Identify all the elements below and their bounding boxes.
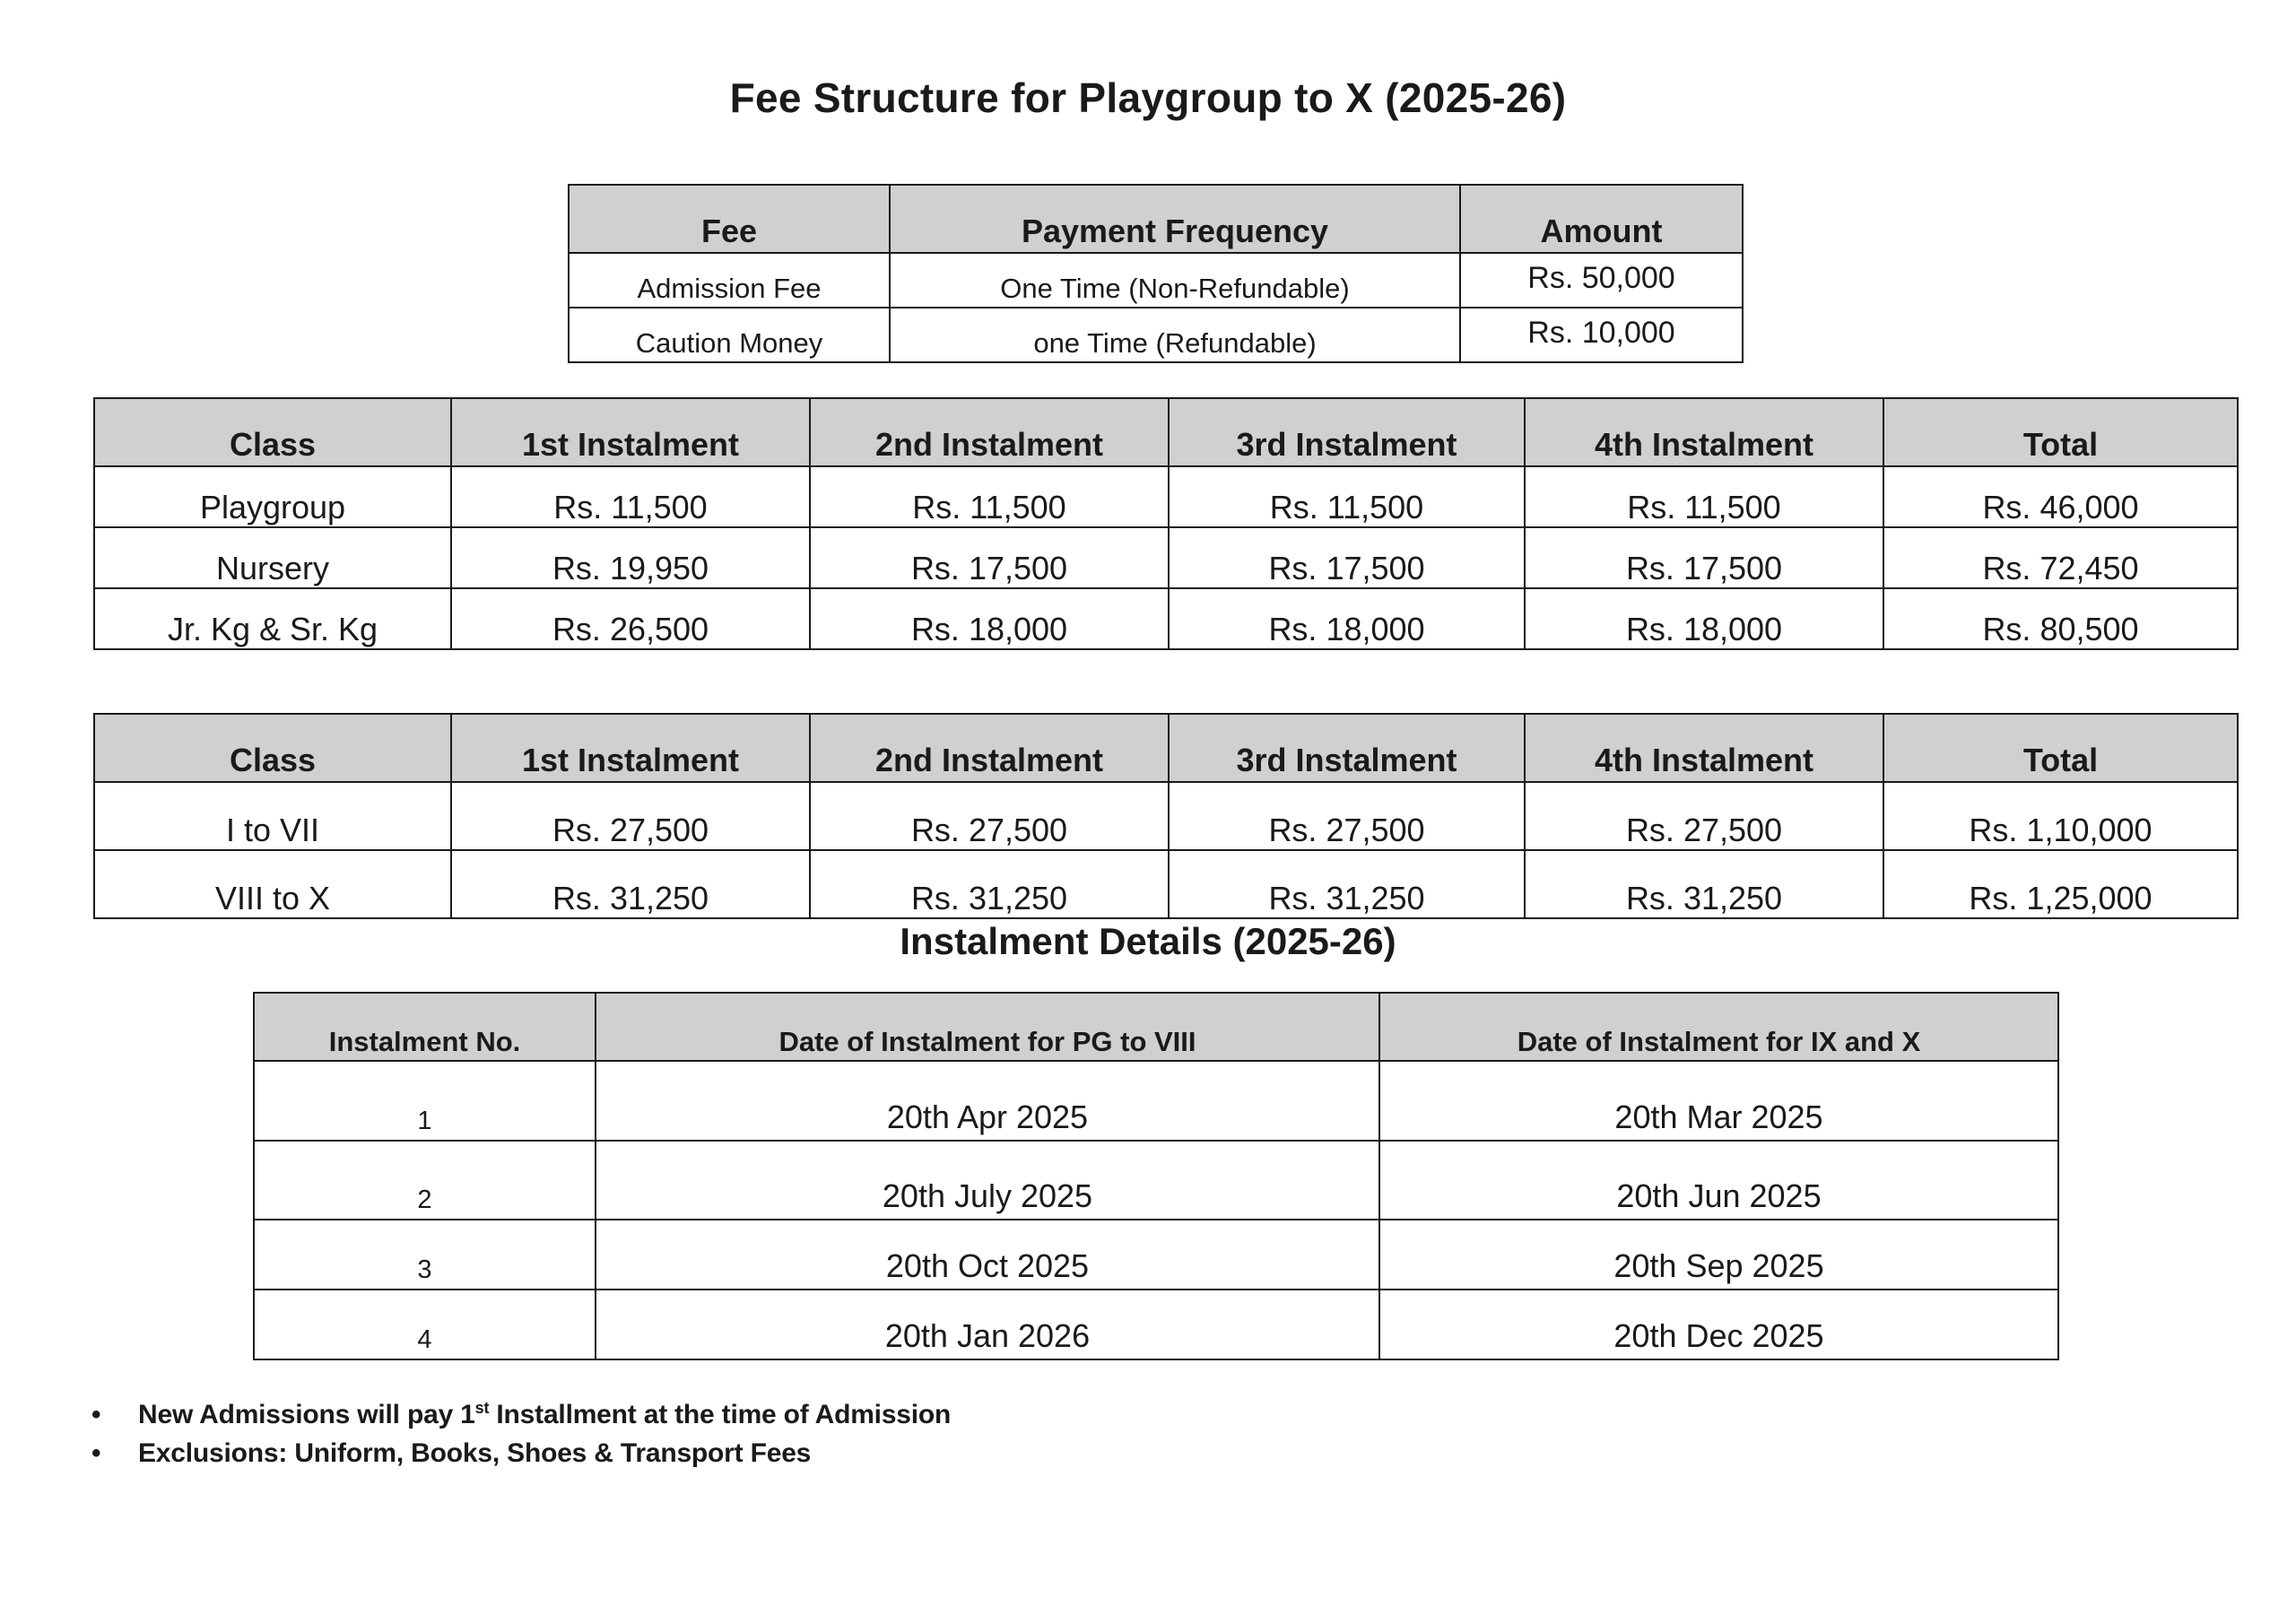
instalment-cell: Rs. 27,500 <box>810 782 1169 850</box>
instalment-details-title: Instalment Details (2025-26) <box>900 920 1396 962</box>
table-header-row <box>569 185 1743 253</box>
date-pg-to-viii-cell: 20th July 2025 <box>596 1141 1379 1220</box>
instalment-cell: Rs. 11,500 <box>810 466 1169 527</box>
instalment-cell: Rs. 27,500 <box>1169 782 1525 850</box>
amount-cell: Rs. 50,000 <box>1460 253 1743 308</box>
table-row <box>254 1061 2058 1141</box>
class-cell: Jr. Kg & Sr. Kg <box>94 588 451 649</box>
note-text: Exclusions: Uniform, Books, Shoes & Transport Fees <box>138 1438 812 1468</box>
column-header: Payment Frequency <box>890 185 1460 253</box>
class-cell: I to VII <box>94 782 451 850</box>
total-cell: Rs. 72,450 <box>1883 527 2238 588</box>
date-pg-to-viii-cell: 20th Apr 2025 <box>596 1061 1379 1141</box>
one-time-fee-table <box>568 184 1744 363</box>
instalment-cell: Rs. 17,500 <box>1169 527 1525 588</box>
note-new-admissions <box>86 1395 951 1434</box>
payment-frequency-cell: one Time (Refundable) <box>890 308 1460 362</box>
fee-name-cell: Admission Fee <box>569 253 890 308</box>
table-header-row <box>94 714 2238 782</box>
table-row <box>569 308 1743 362</box>
instalment-cell: Rs. 18,000 <box>1525 588 1883 649</box>
column-header: Date of Instalment for PG to VIII <box>596 993 1379 1061</box>
school-fee-table <box>93 713 2239 919</box>
note-text: New Admissions will pay 1 <box>138 1400 475 1429</box>
class-cell: Playgroup <box>94 466 451 527</box>
instalment-cell: Rs. 31,250 <box>1169 850 1525 918</box>
instalment-cell: Rs. 11,500 <box>1169 466 1525 527</box>
bullet-icon: • <box>91 1438 101 1468</box>
date-ix-and-x-cell: 20th Sep 2025 <box>1379 1220 2058 1290</box>
instalment-dates-table <box>253 992 2059 1360</box>
instalment-cell: Rs. 31,250 <box>451 850 810 918</box>
table-row <box>94 588 2238 649</box>
amount-cell: Rs. 10,000 <box>1460 308 1743 362</box>
column-header: Date of Instalment for IX and X <box>1379 993 2058 1061</box>
instalment-number-cell: 4 <box>254 1290 596 1359</box>
instalment-cell: Rs. 26,500 <box>451 588 810 649</box>
payment-frequency-cell: One Time (Non-Refundable) <box>890 253 1460 308</box>
table-row <box>254 1220 2058 1290</box>
instalment-cell: Rs. 27,500 <box>1525 782 1883 850</box>
total-cell: Rs. 1,10,000 <box>1883 782 2238 850</box>
column-header: Fee <box>569 185 890 253</box>
column-header: 3rd Instalment <box>1169 714 1525 782</box>
bullet-icon: • <box>91 1400 101 1429</box>
instalment-cell: Rs. 17,500 <box>1525 527 1883 588</box>
date-pg-to-viii-cell: 20th Jan 2026 <box>596 1290 1379 1359</box>
instalment-cell: Rs. 27,500 <box>451 782 810 850</box>
note-exclusions <box>86 1434 951 1472</box>
instalment-number-cell: 3 <box>254 1220 596 1290</box>
table-row <box>254 1290 2058 1359</box>
column-header: Instalment No. <box>254 993 596 1061</box>
date-ix-and-x-cell: 20th Dec 2025 <box>1379 1290 2058 1359</box>
table-row <box>94 466 2238 527</box>
notes-list <box>86 1395 951 1472</box>
total-cell: Rs. 1,25,000 <box>1883 850 2238 918</box>
table-row <box>94 782 2238 850</box>
column-header: Class <box>94 714 451 782</box>
column-header: 2nd Instalment <box>810 714 1169 782</box>
column-header: Total <box>1883 714 2238 782</box>
date-ix-and-x-cell: 20th Jun 2025 <box>1379 1141 2058 1220</box>
table-row <box>254 1141 2058 1220</box>
fee-name-cell: Caution Money <box>569 308 890 362</box>
instalment-cell: Rs. 17,500 <box>810 527 1169 588</box>
instalment-cell: Rs. 31,250 <box>810 850 1169 918</box>
pre-primary-fee-table <box>93 397 2239 650</box>
note-text: Installment at the time of Admission <box>489 1400 952 1429</box>
class-cell: VIII to X <box>94 850 451 918</box>
column-header: 3rd Instalment <box>1169 398 1525 466</box>
column-header: 2nd Instalment <box>810 398 1169 466</box>
class-cell: Nursery <box>94 527 451 588</box>
note-superscript: st <box>474 1399 490 1417</box>
column-header: 1st Instalment <box>451 714 810 782</box>
instalment-cell: Rs. 18,000 <box>810 588 1169 649</box>
instalment-cell: Rs. 18,000 <box>1169 588 1525 649</box>
column-header: Total <box>1883 398 2238 466</box>
total-cell: Rs. 46,000 <box>1883 466 2238 527</box>
table-row <box>94 850 2238 918</box>
column-header: 4th Instalment <box>1525 398 1883 466</box>
instalment-cell: Rs. 11,500 <box>451 466 810 527</box>
table-row <box>569 253 1743 308</box>
column-header: 4th Instalment <box>1525 714 1883 782</box>
instalment-cell: Rs. 31,250 <box>1525 850 1883 918</box>
column-header: Amount <box>1460 185 1743 253</box>
instalment-cell: Rs. 19,950 <box>451 527 810 588</box>
table-row <box>94 527 2238 588</box>
instalment-number-cell: 1 <box>254 1061 596 1141</box>
page-title: Fee Structure for Playgroup to X (2025-26) <box>729 74 1567 121</box>
date-ix-and-x-cell: 20th Mar 2025 <box>1379 1061 2058 1141</box>
table-header-row <box>254 993 2058 1061</box>
date-pg-to-viii-cell: 20th Oct 2025 <box>596 1220 1379 1290</box>
column-header: 1st Instalment <box>451 398 810 466</box>
instalment-number-cell: 2 <box>254 1141 596 1220</box>
total-cell: Rs. 80,500 <box>1883 588 2238 649</box>
instalment-cell: Rs. 11,500 <box>1525 466 1883 527</box>
table-header-row <box>94 398 2238 466</box>
column-header: Class <box>94 398 451 466</box>
